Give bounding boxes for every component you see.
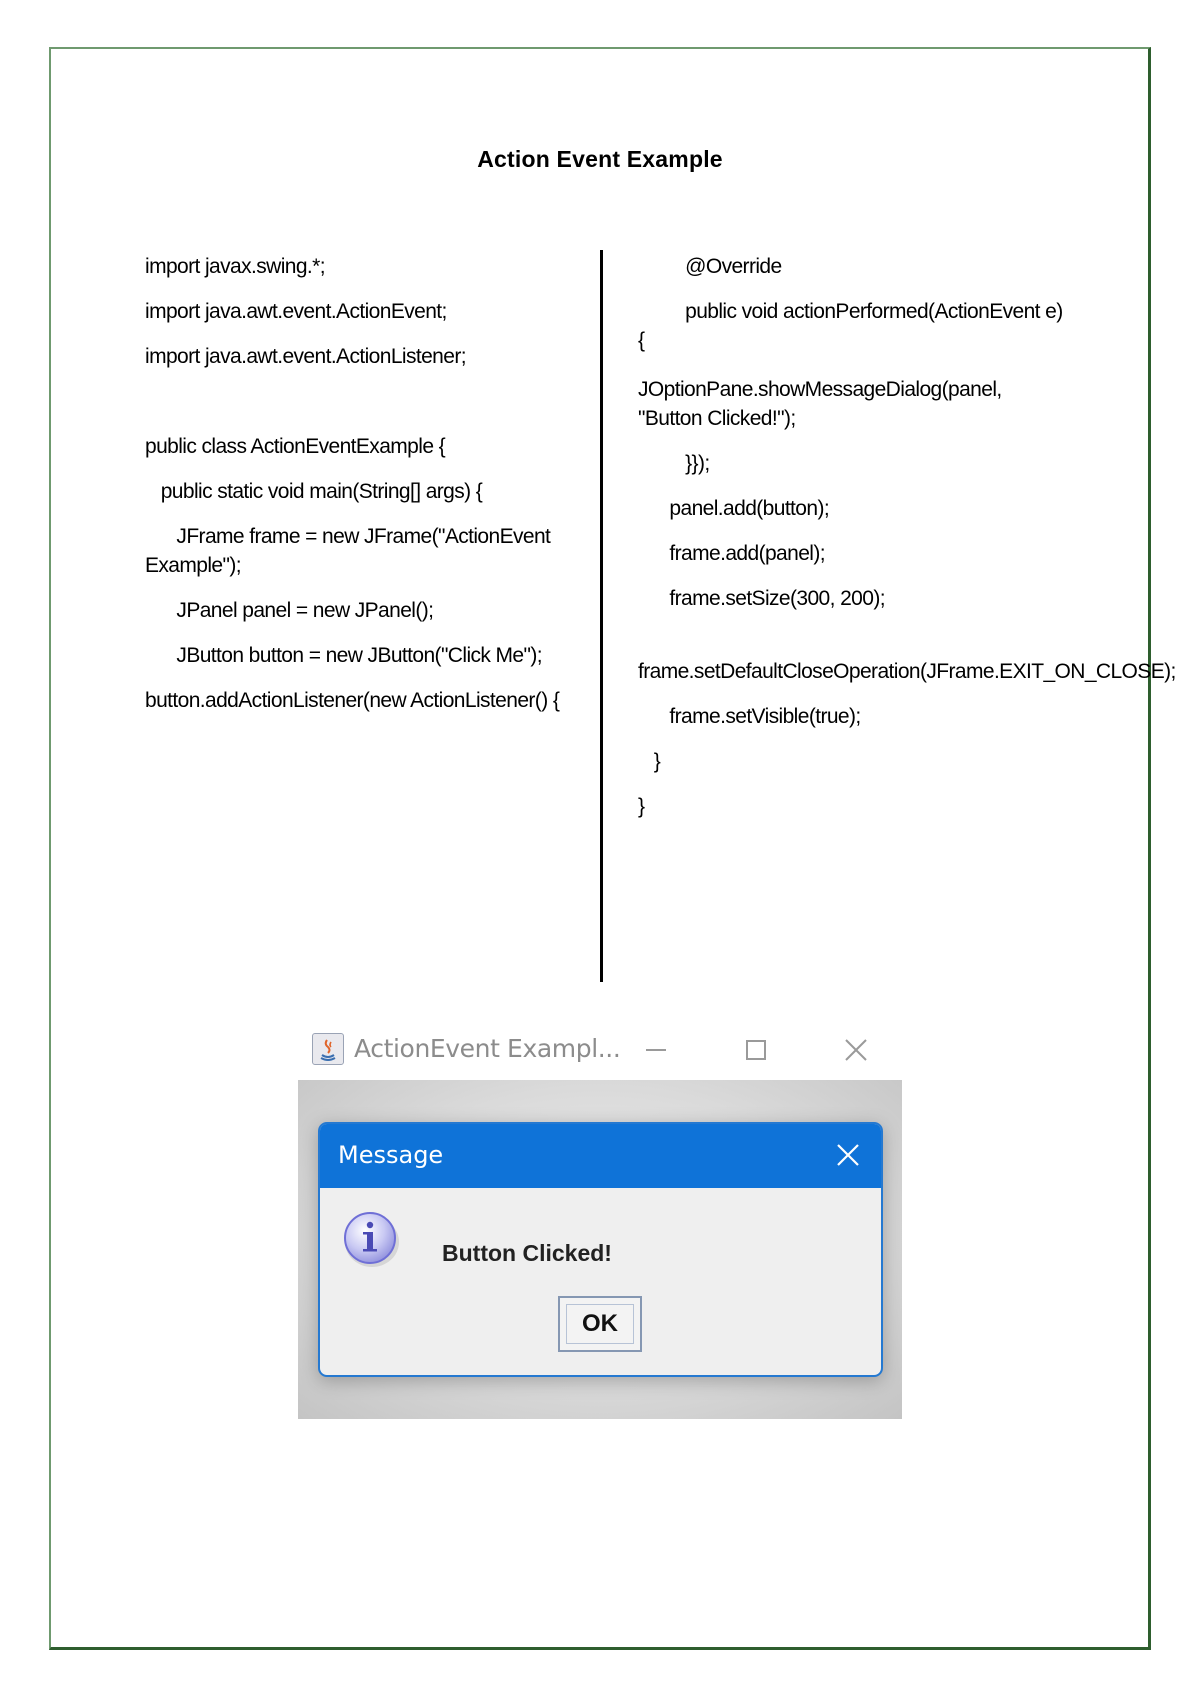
java-icon — [312, 1033, 344, 1065]
code-line: frame.setSize(300, 200); — [638, 587, 885, 610]
code-column-right — [638, 252, 1176, 837]
dialog-titlebar — [320, 1124, 881, 1188]
dialog-title: Message — [338, 1141, 444, 1169]
code-line: @Override — [638, 255, 782, 278]
document-title: Action Event Example — [477, 146, 723, 172]
app-screenshot — [298, 1018, 902, 1419]
code-line: panel.add(button); — [638, 497, 830, 520]
info-icon — [341, 1208, 403, 1270]
code-line: JButton button = new JButton("Click Me"); — [145, 644, 542, 667]
code-line: JPanel panel = new JPanel(); — [145, 599, 434, 622]
minimize-button[interactable] — [636, 1030, 676, 1070]
message-dialog — [318, 1122, 883, 1377]
code-line: public void actionPerformed(ActionEvent e) { — [638, 300, 1068, 352]
code-line: JFrame frame = new JFrame("ActionEvent Example"); — [145, 525, 556, 577]
code-line: frame.add(panel); — [638, 542, 825, 565]
ok-button[interactable] — [558, 1296, 642, 1352]
code-line: button.addActionListener(new ActionListener() { — [145, 689, 560, 712]
code-line: } — [638, 750, 661, 773]
dialog-close-icon[interactable] — [831, 1138, 865, 1172]
code-line-blank — [638, 629, 1068, 641]
column-divider — [600, 250, 603, 982]
code-line: import java.awt.event.ActionListener; — [145, 345, 466, 368]
ok-focus-ring — [566, 1304, 634, 1344]
code-line: import java.awt.event.ActionEvent; — [145, 300, 447, 323]
frame-title: ActionEvent Exampl... — [354, 1034, 621, 1063]
code-line: frame.setDefaultCloseOperation(JFrame.EXIT_ON_CLOSE); — [638, 660, 1176, 683]
ok-button-label: OK — [582, 1310, 618, 1337]
code-line-blank — [145, 387, 565, 416]
frame-titlebar — [298, 1018, 902, 1080]
code-line: public static void main(String[] args) { — [145, 480, 483, 503]
code-line: }}); — [638, 452, 710, 475]
close-button[interactable] — [836, 1030, 876, 1070]
maximize-button[interactable] — [736, 1030, 776, 1070]
code-line: } — [638, 795, 645, 818]
code-column-left — [145, 252, 565, 731]
code-line: import javax.swing.*; — [145, 255, 325, 278]
code-line: public class ActionEventExample { — [145, 435, 446, 458]
code-line: JOptionPane.showMessageDialog(panel, "Button Clicked!"); — [638, 378, 1007, 430]
code-line: frame.setVisible(true); — [638, 705, 861, 728]
dialog-message: Button Clicked! — [442, 1240, 612, 1266]
